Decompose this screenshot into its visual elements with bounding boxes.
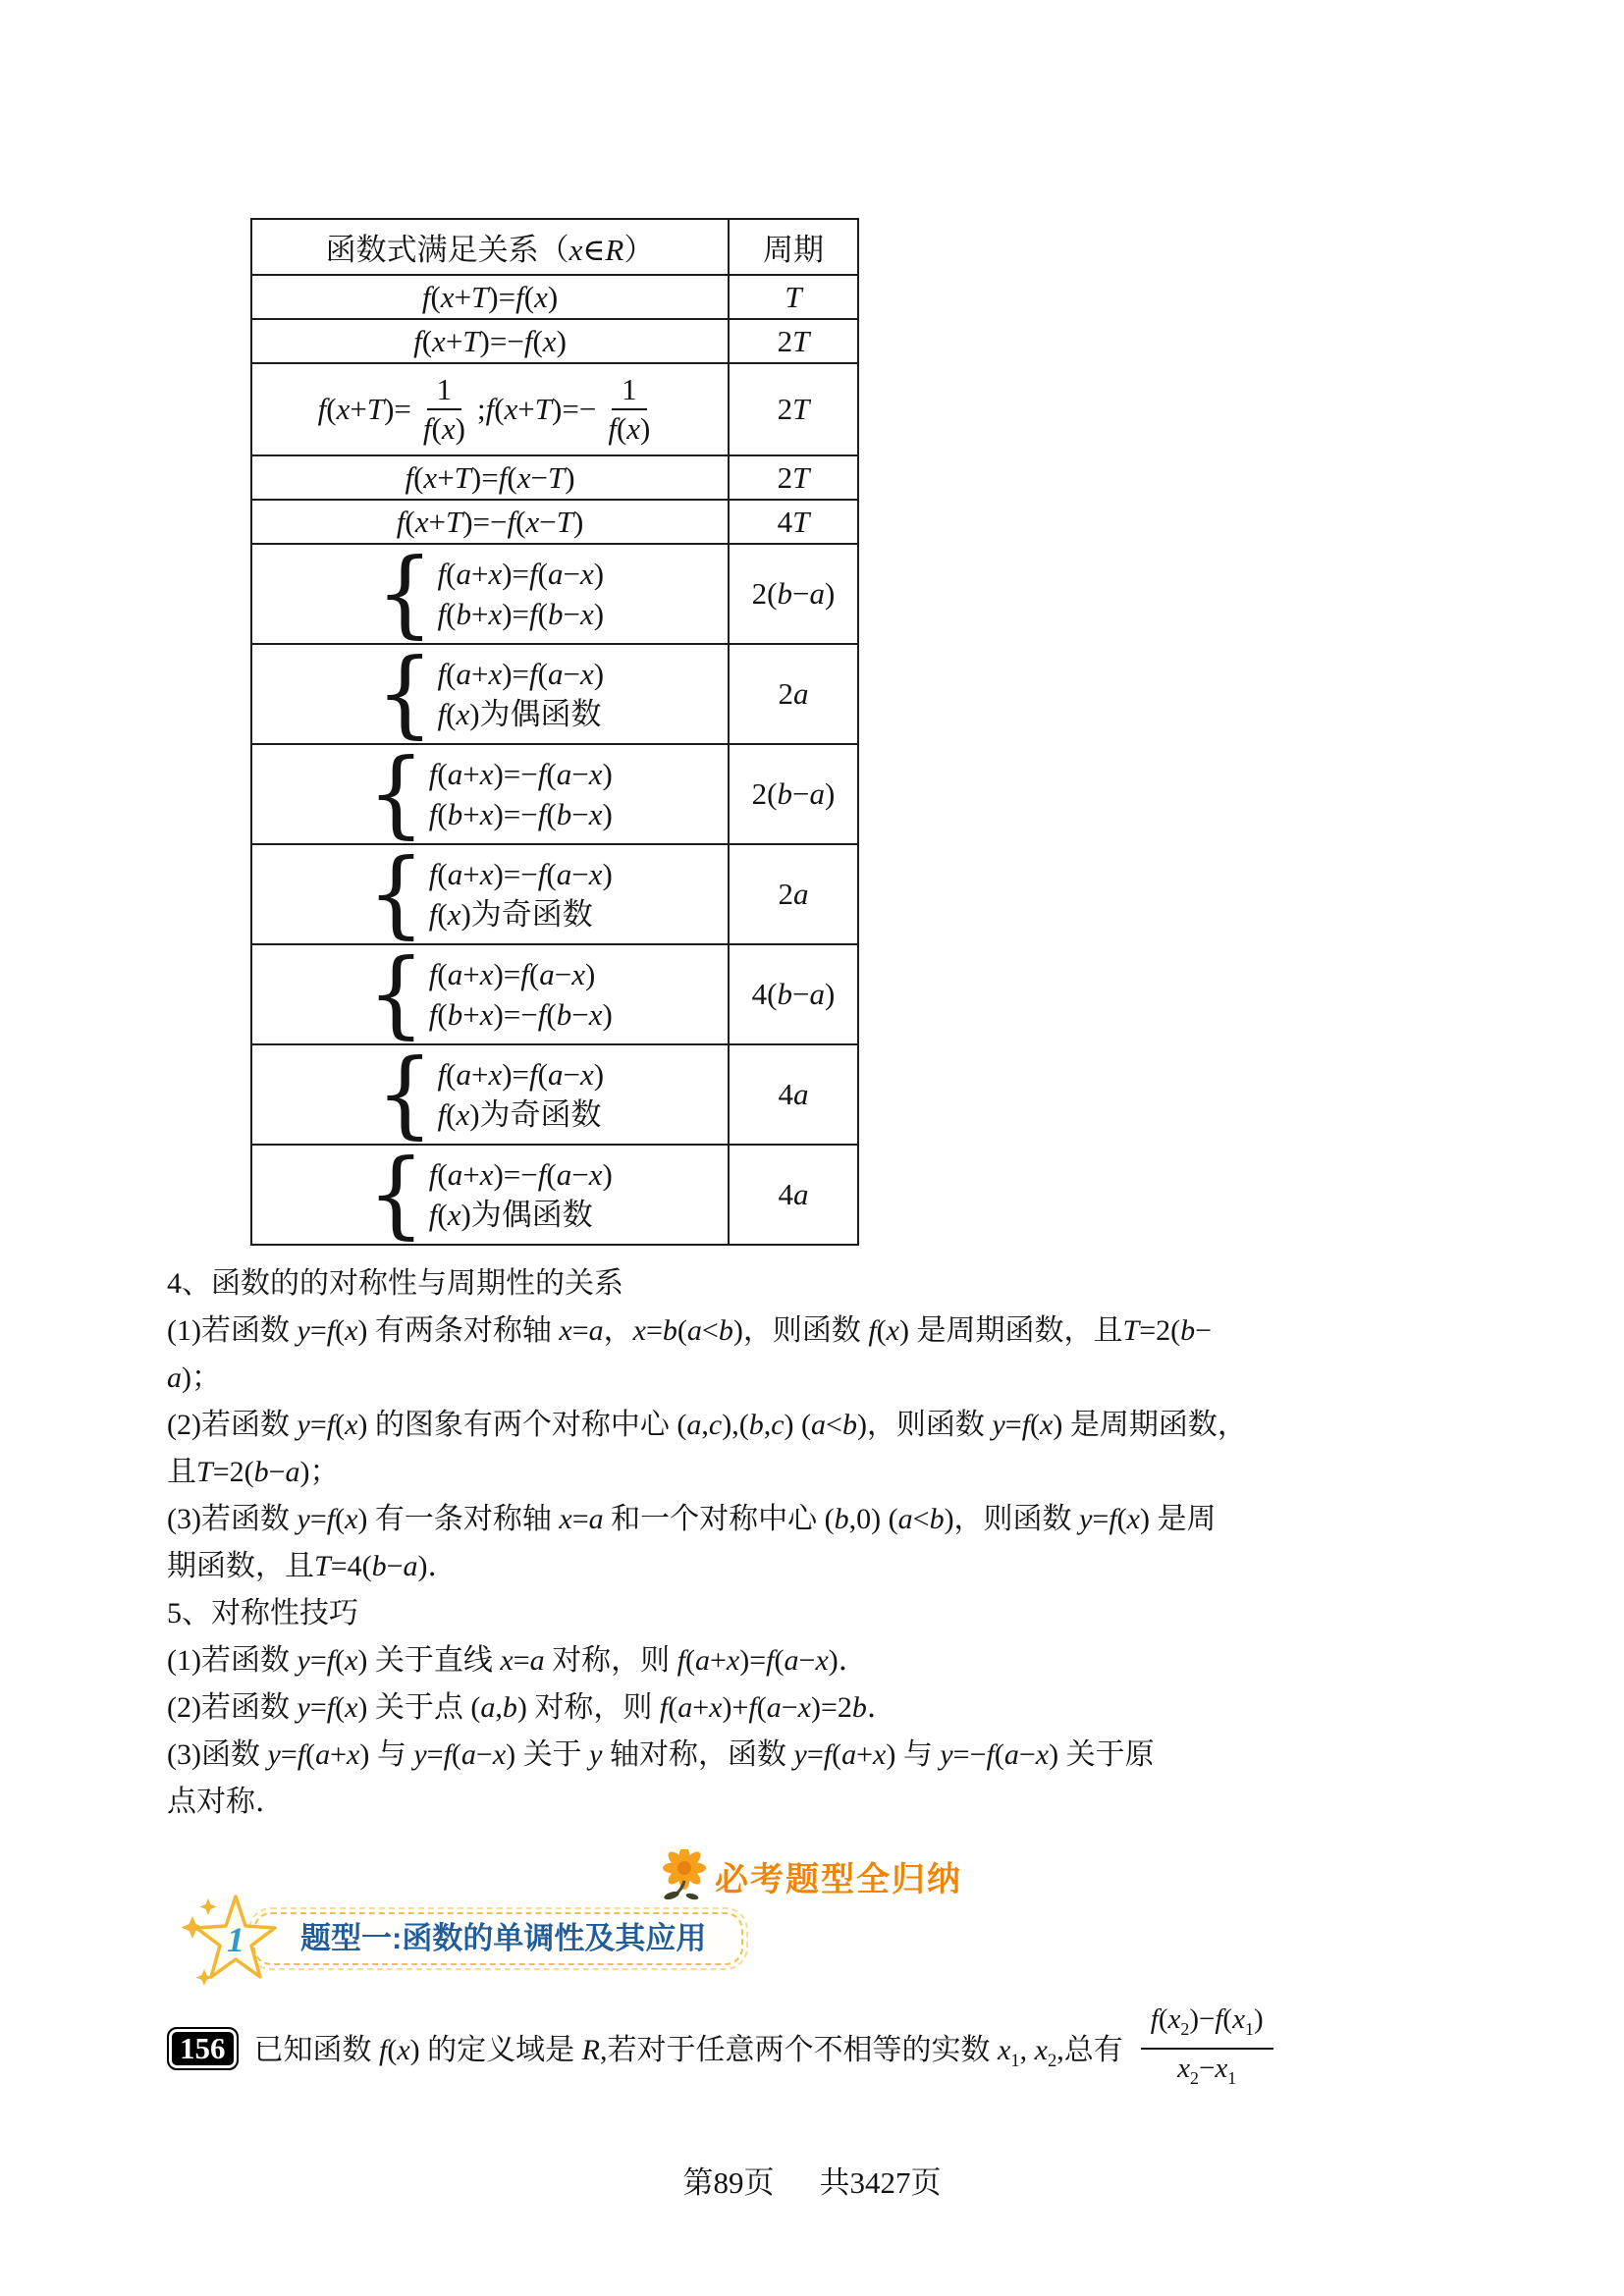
page-footer: [0, 2158, 1624, 2202]
period-cell: 2T: [729, 319, 858, 363]
period-cell: 2(b−a): [729, 544, 858, 644]
period-cell: 2a: [729, 644, 858, 744]
formula-cell: f(x+T)=f(x): [251, 275, 729, 319]
formula-cell: { f(a+x)=−f(a−x) f(b+x)=−f(b−x): [251, 744, 729, 844]
table-row: [251, 944, 858, 1044]
table-row: [251, 644, 858, 744]
table-row: [251, 844, 858, 944]
table-row: [251, 744, 858, 844]
formula-cell: f(x+T)= $\frac{1}{f(x)}$ ;f(x+T)=− $\frac{1}{f(x)}$: [251, 363, 729, 455]
note-line: (3)函数 y=f(a+x) 与 y=f(a−x) 关于 y 轴对称，函数 y=f(a+x) 与 y=−f(a−x) 关于原: [167, 1738, 1155, 1771]
period-cell: 2a: [729, 844, 858, 944]
note-line: (3)若函数 y=f(x) 有一条对称轴 x=a 和一个对称中心 (b,0) (a<b)，则函数 y=f(x) 是周: [167, 1503, 1217, 1535]
period-cell: 2T: [729, 455, 858, 500]
period-table-body: [251, 275, 858, 1250]
period-header-cell: 周期: [729, 219, 858, 275]
period-table: [250, 218, 859, 1250]
formula-cell: { f(a+x)=f(a−x) f(x)为偶函数: [251, 644, 729, 744]
problem-number-badge: 156: [167, 2027, 239, 2070]
note-line: (1)若函数 y=f(x) 关于直线 x=a 对称，则 f(a+x)=f(a−x)．: [167, 1644, 868, 1677]
table-row: [251, 319, 858, 363]
flower-icon: [662, 1849, 707, 1902]
period-cell: 4a: [729, 1145, 858, 1245]
footer-page-number: 第89页: [682, 2165, 775, 2200]
table-row: [251, 455, 858, 500]
topic-label: 题型一:函数的单调性及其应用: [253, 1912, 743, 1965]
formula-cell: f(x+T)=f(x−T): [251, 455, 729, 500]
table-row: [251, 500, 858, 544]
table-row: [251, 275, 858, 319]
footer-total-pages: 共3427页: [819, 2165, 942, 2200]
formula-cell: f(x+T)=−f(x−T): [251, 500, 729, 544]
note-line: 且T=2(b−a)；: [167, 1456, 340, 1488]
formula-cell: { f(a+x)=−f(a−x) f(x)为奇函数: [251, 844, 729, 944]
table-row: [251, 1044, 858, 1145]
notes: [167, 1260, 1502, 1826]
star-badge-icon: [179, 1891, 287, 1993]
formula-cell: { f(a+x)=f(a−x) f(b+x)=f(b−x): [251, 544, 729, 644]
problem-text: 已知函数 f(x) 的定义域是 R,若对于任意两个不相等的实数 $x_1$, $x_2$,总有: [253, 2033, 1123, 2071]
note-line: 点对称．: [167, 1786, 285, 1818]
note-line: (1)若函数 y=f(x) 有两条对称轴 x=a，x=b(a<b)，则函数 f(x) 是周期函数，且T=2(b−: [167, 1314, 1213, 1347]
problem-row: [167, 2001, 1275, 2097]
note-line: (2)若函数 y=f(x) 关于点 (a,b) 对称，则 f(a+x)+f(a−x)=2b．: [167, 1691, 896, 1724]
note-line: (2)若函数 y=f(x) 的图象有两个对称中心 (a,c),(b,c) (a<b)，则函数 y=f(x) 是周期函数，: [167, 1409, 1247, 1441]
formula-cell: { f(a+x)=−f(a−x) f(x)为偶函数: [251, 1145, 729, 1245]
period-cell: 4a: [729, 1044, 858, 1145]
formula-cell: { f(a+x)=f(a−x) f(b+x)=−f(b−x): [251, 944, 729, 1044]
topic-number: 1: [227, 1920, 244, 1959]
period-cell: 4T: [729, 500, 858, 544]
period-cell: T: [729, 275, 858, 319]
fraction-denominator: $x_2-x_1$: [1177, 2052, 1237, 2088]
topic-badge: [192, 1912, 743, 1965]
table-row: [251, 1145, 858, 1245]
note-line: 5、对称性技巧: [167, 1597, 358, 1629]
formula-cell: { f(a+x)=f(a−x) f(x)为奇函数: [251, 1044, 729, 1145]
problem-fraction: [1141, 2001, 1273, 2097]
note-line: 4、函数的的对称性与周期性的关系: [167, 1267, 623, 1300]
relation-header-cell: 函数式满足关系（x∈R）: [251, 219, 729, 275]
section-title: 必考题型全归纳: [715, 1860, 962, 1898]
period-cell: 2(b−a): [729, 744, 858, 844]
period-cell: 2T: [729, 363, 858, 455]
sparkle-icon: [200, 1898, 217, 1915]
note-line: a)；: [167, 1362, 221, 1394]
table-row: [251, 363, 858, 455]
note-line: 期函数，且T=4(b−a)．: [167, 1550, 458, 1582]
fraction-numerator: $f(x_2)-f(x_1)$: [1141, 2001, 1273, 2050]
formula-cell: f(x+T)=−f(x): [251, 319, 729, 363]
table-row: [251, 544, 858, 644]
table-header-row: [251, 219, 858, 275]
period-cell: 4(b−a): [729, 944, 858, 1044]
